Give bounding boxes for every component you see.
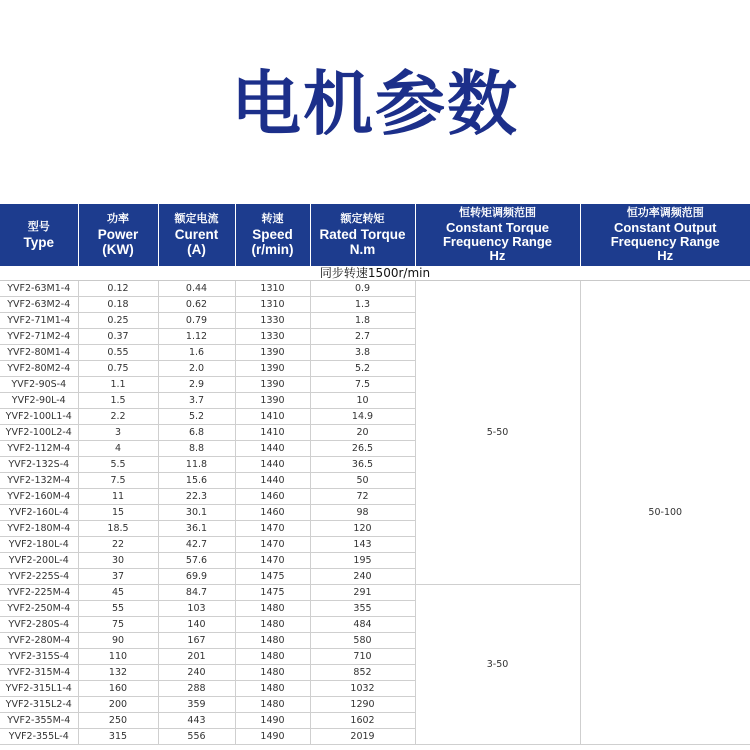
cell-torque: 50 bbox=[310, 473, 415, 489]
header-label-cn: 额定电流 bbox=[174, 213, 219, 225]
header-label-cn: 额定转矩 bbox=[340, 213, 385, 225]
table-row bbox=[0, 281, 750, 297]
cell-torque: 195 bbox=[310, 553, 415, 569]
cell-type: YVF2-315L2-4 bbox=[0, 697, 78, 713]
cell-torque: 5.2 bbox=[310, 361, 415, 377]
header-label-cn: 功率 bbox=[107, 213, 129, 225]
cell-speed: 1330 bbox=[235, 329, 310, 345]
cell-current: 556 bbox=[158, 729, 235, 745]
header-label-en: Rated Torque N.m bbox=[319, 227, 406, 257]
cell-power: 0.55 bbox=[78, 345, 158, 361]
cell-type: YVF2-180M-4 bbox=[0, 521, 78, 537]
header-label-en: Power (KW) bbox=[97, 227, 139, 257]
constant-torque-range-cell: 3-50 bbox=[415, 585, 580, 745]
cell-current: 3.7 bbox=[158, 393, 235, 409]
header-speed bbox=[235, 204, 310, 266]
cell-torque: 98 bbox=[310, 505, 415, 521]
cell-speed: 1390 bbox=[235, 345, 310, 361]
cell-power: 7.5 bbox=[78, 473, 158, 489]
cell-current: 103 bbox=[158, 601, 235, 617]
cell-torque: 1290 bbox=[310, 697, 415, 713]
header-label-en: Constant Output Frequency Range Hz bbox=[610, 220, 720, 263]
cell-current: 0.44 bbox=[158, 281, 235, 297]
cell-type: YVF2-71M2-4 bbox=[0, 329, 78, 345]
cell-type: YVF2-90L-4 bbox=[0, 393, 78, 409]
sync-speed-row bbox=[0, 266, 750, 281]
cell-torque: 240 bbox=[310, 569, 415, 585]
cell-current: 1.6 bbox=[158, 345, 235, 361]
cell-current: 57.6 bbox=[158, 553, 235, 569]
cell-torque: 7.5 bbox=[310, 377, 415, 393]
cell-torque: 580 bbox=[310, 633, 415, 649]
cell-torque: 355 bbox=[310, 601, 415, 617]
cell-current: 69.9 bbox=[158, 569, 235, 585]
cell-power: 37 bbox=[78, 569, 158, 585]
cell-type: YVF2-63M2-4 bbox=[0, 297, 78, 313]
cell-speed: 1460 bbox=[235, 489, 310, 505]
cell-torque: 484 bbox=[310, 617, 415, 633]
cell-power: 18.5 bbox=[78, 521, 158, 537]
cell-type: YVF2-315M-4 bbox=[0, 665, 78, 681]
cell-current: 22.3 bbox=[158, 489, 235, 505]
cell-speed: 1410 bbox=[235, 409, 310, 425]
cell-type: YVF2-132M-4 bbox=[0, 473, 78, 489]
cell-type: YVF2-200L-4 bbox=[0, 553, 78, 569]
cell-speed: 1480 bbox=[235, 617, 310, 633]
cell-speed: 1480 bbox=[235, 665, 310, 681]
cell-speed: 1470 bbox=[235, 553, 310, 569]
cell-type: YVF2-100L2-4 bbox=[0, 425, 78, 441]
cell-type: YVF2-80M1-4 bbox=[0, 345, 78, 361]
cell-type: YVF2-160L-4 bbox=[0, 505, 78, 521]
cell-type: YVF2-100L1-4 bbox=[0, 409, 78, 425]
cell-type: YVF2-112M-4 bbox=[0, 441, 78, 457]
cell-torque: 72 bbox=[310, 489, 415, 505]
sync-speed-label: 同步转速1500r/min bbox=[0, 266, 750, 281]
cell-torque: 143 bbox=[310, 537, 415, 553]
cell-type: YVF2-160M-4 bbox=[0, 489, 78, 505]
cell-current: 0.62 bbox=[158, 297, 235, 313]
cell-type: YVF2-225S-4 bbox=[0, 569, 78, 585]
cell-type: YVF2-180L-4 bbox=[0, 537, 78, 553]
cell-current: 443 bbox=[158, 713, 235, 729]
header-label-cn: 恒功率调频范围 bbox=[626, 207, 704, 219]
table-body bbox=[0, 266, 750, 745]
cell-speed: 1440 bbox=[235, 457, 310, 473]
cell-torque: 120 bbox=[310, 521, 415, 537]
cell-power: 315 bbox=[78, 729, 158, 745]
cell-power: 1.5 bbox=[78, 393, 158, 409]
motor-parameter-table bbox=[0, 204, 750, 745]
cell-current: 15.6 bbox=[158, 473, 235, 489]
cell-type: YVF2-280M-4 bbox=[0, 633, 78, 649]
page-title: 电机参数 bbox=[231, 63, 519, 145]
cell-power: 0.75 bbox=[78, 361, 158, 377]
cell-current: 2.0 bbox=[158, 361, 235, 377]
cell-torque: 1.8 bbox=[310, 313, 415, 329]
cell-power: 1.1 bbox=[78, 377, 158, 393]
header-power bbox=[78, 204, 158, 266]
cell-current: 240 bbox=[158, 665, 235, 681]
cell-power: 11 bbox=[78, 489, 158, 505]
cell-type: YVF2-250M-4 bbox=[0, 601, 78, 617]
cell-current: 42.7 bbox=[158, 537, 235, 553]
cell-type: YVF2-315S-4 bbox=[0, 649, 78, 665]
cell-current: 359 bbox=[158, 697, 235, 713]
cell-speed: 1470 bbox=[235, 537, 310, 553]
cell-torque: 2019 bbox=[310, 729, 415, 745]
cell-power: 0.37 bbox=[78, 329, 158, 345]
cell-type: YVF2-71M1-4 bbox=[0, 313, 78, 329]
cell-speed: 1480 bbox=[235, 697, 310, 713]
cell-torque: 291 bbox=[310, 585, 415, 601]
header-label-en: Speed (r/min) bbox=[251, 227, 294, 257]
cell-power: 250 bbox=[78, 713, 158, 729]
cell-speed: 1440 bbox=[235, 473, 310, 489]
cell-torque: 36.5 bbox=[310, 457, 415, 473]
cell-speed: 1480 bbox=[235, 649, 310, 665]
cell-power: 55 bbox=[78, 601, 158, 617]
cell-torque: 2.7 bbox=[310, 329, 415, 345]
header-constant-output-range bbox=[580, 204, 750, 266]
cell-power: 30 bbox=[78, 553, 158, 569]
constant-output-range-cell: 50-100 bbox=[580, 281, 750, 745]
cell-speed: 1460 bbox=[235, 505, 310, 521]
cell-speed: 1470 bbox=[235, 521, 310, 537]
cell-speed: 1310 bbox=[235, 281, 310, 297]
cell-power: 110 bbox=[78, 649, 158, 665]
cell-power: 45 bbox=[78, 585, 158, 601]
cell-speed: 1440 bbox=[235, 441, 310, 457]
cell-current: 2.9 bbox=[158, 377, 235, 393]
header-label-cn: 恒转矩调频范围 bbox=[459, 207, 536, 219]
cell-speed: 1480 bbox=[235, 601, 310, 617]
cell-power: 0.18 bbox=[78, 297, 158, 313]
cell-power: 15 bbox=[78, 505, 158, 521]
cell-speed: 1490 bbox=[235, 713, 310, 729]
cell-power: 3 bbox=[78, 425, 158, 441]
cell-current: 11.8 bbox=[158, 457, 235, 473]
cell-power: 4 bbox=[78, 441, 158, 457]
cell-speed: 1390 bbox=[235, 361, 310, 377]
cell-current: 84.7 bbox=[158, 585, 235, 601]
cell-power: 132 bbox=[78, 665, 158, 681]
header-label-en: Type bbox=[23, 234, 54, 250]
cell-type: YVF2-280S-4 bbox=[0, 617, 78, 633]
header-current bbox=[158, 204, 235, 266]
header-rated-torque bbox=[310, 204, 415, 266]
cell-torque: 14.9 bbox=[310, 409, 415, 425]
cell-type: YVF2-80M2-4 bbox=[0, 361, 78, 377]
cell-torque: 0.9 bbox=[310, 281, 415, 297]
cell-speed: 1410 bbox=[235, 425, 310, 441]
cell-torque: 1.3 bbox=[310, 297, 415, 313]
cell-torque: 3.8 bbox=[310, 345, 415, 361]
cell-type: YVF2-355L-4 bbox=[0, 729, 78, 745]
cell-torque: 852 bbox=[310, 665, 415, 681]
cell-speed: 1475 bbox=[235, 569, 310, 585]
cell-torque: 26.5 bbox=[310, 441, 415, 457]
cell-speed: 1390 bbox=[235, 393, 310, 409]
cell-power: 5.5 bbox=[78, 457, 158, 473]
cell-speed: 1490 bbox=[235, 729, 310, 745]
cell-current: 288 bbox=[158, 681, 235, 697]
cell-type: YVF2-315L1-4 bbox=[0, 681, 78, 697]
cell-type: YVF2-225M-4 bbox=[0, 585, 78, 601]
cell-current: 140 bbox=[158, 617, 235, 633]
cell-power: 75 bbox=[78, 617, 158, 633]
cell-speed: 1475 bbox=[235, 585, 310, 601]
cell-type: YVF2-355M-4 bbox=[0, 713, 78, 729]
cell-current: 1.12 bbox=[158, 329, 235, 345]
cell-type: YVF2-63M1-4 bbox=[0, 281, 78, 297]
cell-current: 201 bbox=[158, 649, 235, 665]
header-label-cn: 型号 bbox=[27, 220, 50, 233]
header-label-en: Curent (A) bbox=[174, 227, 219, 257]
cell-current: 30.1 bbox=[158, 505, 235, 521]
constant-torque-range-cell: 5-50 bbox=[415, 281, 580, 585]
cell-torque: 20 bbox=[310, 425, 415, 441]
cell-power: 90 bbox=[78, 633, 158, 649]
cell-current: 36.1 bbox=[158, 521, 235, 537]
header-label-cn: 转速 bbox=[261, 213, 284, 225]
table-header-row bbox=[0, 204, 750, 266]
cell-power: 160 bbox=[78, 681, 158, 697]
header-label-en: Constant Torque Frequency Range Hz bbox=[442, 220, 553, 263]
cell-type: YVF2-132S-4 bbox=[0, 457, 78, 473]
cell-speed: 1390 bbox=[235, 377, 310, 393]
cell-current: 167 bbox=[158, 633, 235, 649]
cell-power: 22 bbox=[78, 537, 158, 553]
cell-torque: 1032 bbox=[310, 681, 415, 697]
cell-power: 0.25 bbox=[78, 313, 158, 329]
cell-type: YVF2-90S-4 bbox=[0, 377, 78, 393]
cell-speed: 1480 bbox=[235, 681, 310, 697]
header-constant-torque-range bbox=[415, 204, 580, 266]
cell-speed: 1330 bbox=[235, 313, 310, 329]
cell-current: 0.79 bbox=[158, 313, 235, 329]
cell-power: 200 bbox=[78, 697, 158, 713]
cell-current: 8.8 bbox=[158, 441, 235, 457]
cell-torque: 10 bbox=[310, 393, 415, 409]
cell-power: 0.12 bbox=[78, 281, 158, 297]
header-type bbox=[0, 204, 78, 266]
cell-current: 6.8 bbox=[158, 425, 235, 441]
cell-torque: 1602 bbox=[310, 713, 415, 729]
cell-torque: 710 bbox=[310, 649, 415, 665]
cell-speed: 1480 bbox=[235, 633, 310, 649]
cell-power: 2.2 bbox=[78, 409, 158, 425]
cell-current: 5.2 bbox=[158, 409, 235, 425]
cell-speed: 1310 bbox=[235, 297, 310, 313]
